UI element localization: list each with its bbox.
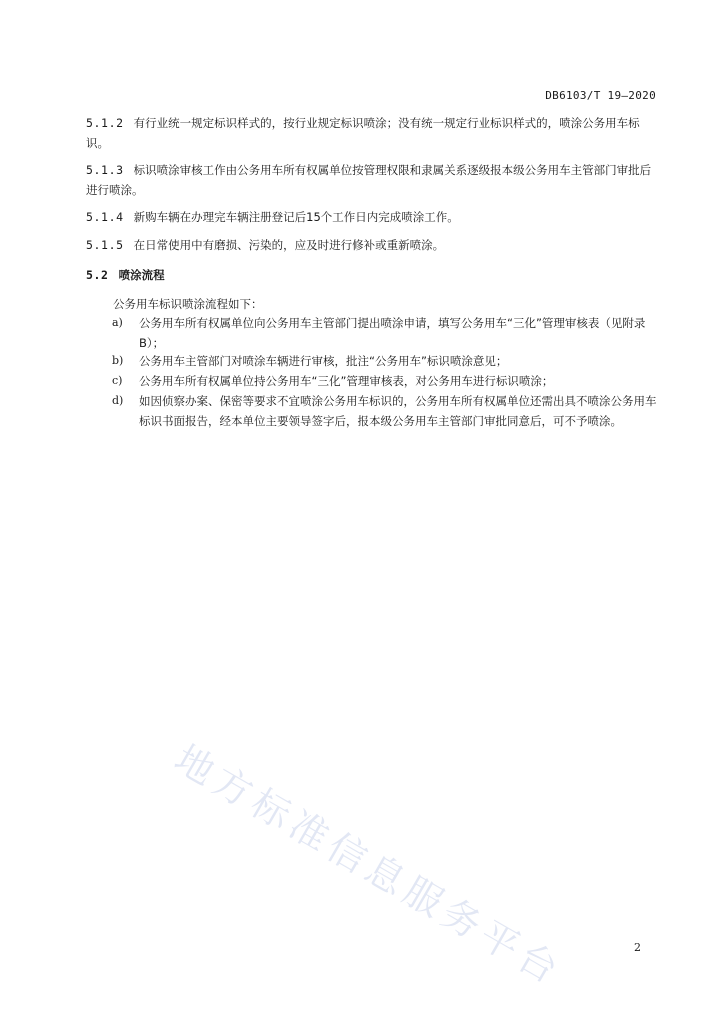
clause-text: 在日常使用中有磨损、污染的，应及时进行修补或重新喷涂。	[133, 238, 445, 252]
document-code: DB6103/T 19—2020	[545, 89, 656, 102]
clause-number: 5.1.3	[86, 163, 124, 177]
clause-5-1-4	[86, 207, 658, 227]
clause-text: 新购车辆在办理完车辆注册登记后15个工作日内完成喷涂工作。	[133, 210, 459, 224]
page-number: 2	[634, 941, 641, 954]
list-marker: c)	[112, 374, 123, 387]
section-heading	[86, 265, 658, 285]
clause-5-1-2	[86, 113, 658, 153]
clause-text: 有行业统一规定标识样式的，按行业规定标识喷涂；没有统一规定行业标识样式的，喷涂公务用车标识。	[86, 116, 640, 150]
list-item-text: 公务用车主管部门对喷涂车辆进行审核，批注“公务用车”标识喷涂意见；	[139, 354, 508, 368]
list-item-b	[112, 351, 658, 371]
clause-number: 5.1.5	[86, 238, 124, 252]
watermark: 地方标准信息服务平台	[167, 736, 571, 995]
list-item-text: 公务用车所有权属单位向公务用车主管部门提出喷涂申请，填写公务用车“三化”管理审核表（见附录B）；	[139, 316, 646, 350]
clause-number: 5.1.4	[86, 210, 124, 224]
section-intro: 公务用车标识喷涂流程如下：	[113, 297, 263, 311]
clause-5-1-3	[86, 160, 658, 200]
clause-number: 5.1.2	[86, 116, 124, 130]
list-item-c	[112, 371, 658, 391]
list-item-a	[112, 313, 658, 353]
list-item-text: 如因侦察办案、保密等要求不宜喷涂公务用车标识的，公务用车所有权属单位还需出具不喷涂公务用车标识书面报告，经本单位主要领导签字后，报本级公务用车主管部门审批同意后，可不予喷涂。	[139, 394, 657, 428]
clause-text: 标识喷涂审核工作由公务用车所有权属单位按管理权限和隶属关系逐级报本级公务用车主管部门审批后进行喷涂。	[86, 163, 652, 197]
section-number: 5.2	[86, 268, 109, 282]
list-marker: b)	[112, 354, 124, 367]
list-item-text: 公务用车所有权属单位持公务用车“三化”管理审核表，对公务用车进行标识喷涂；	[139, 374, 554, 388]
list-marker: d)	[112, 394, 124, 407]
list-item-d	[112, 391, 658, 431]
list-marker: a)	[112, 316, 123, 329]
clause-5-1-5	[86, 235, 658, 255]
section-title: 喷涂流程	[118, 268, 165, 282]
